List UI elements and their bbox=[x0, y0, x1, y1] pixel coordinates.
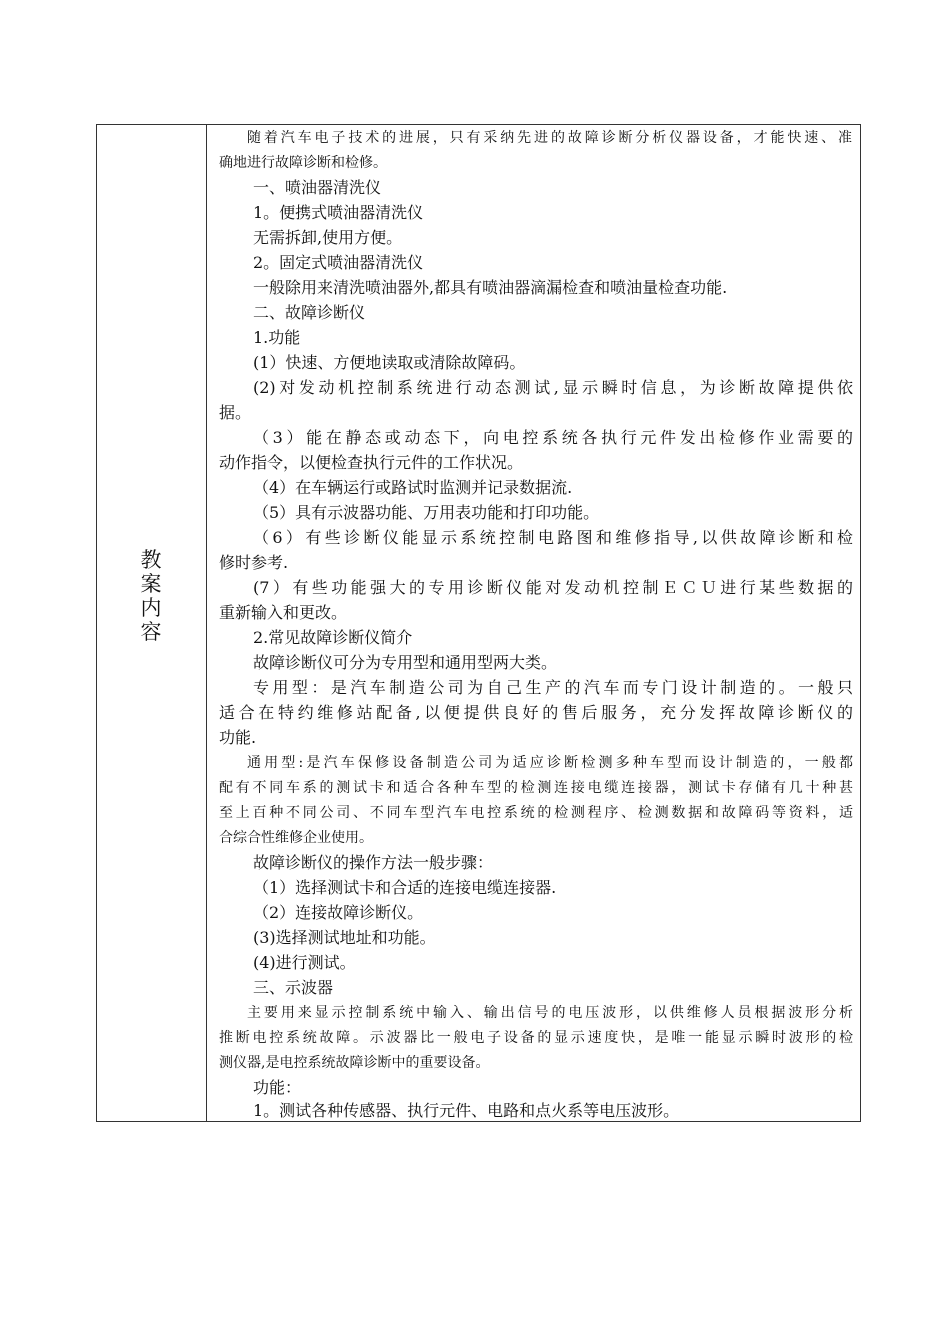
paragraph-line: 故障诊断仪可分为专用型和通用型两大类。 bbox=[253, 653, 558, 672]
list-item: (7）有些功能强大的专用诊断仪能对发动机控制ＥＣＵ进行某些数据的 bbox=[253, 578, 853, 597]
paragraph-line: 测仪器,是电控系统故障诊断中的重要设备。 bbox=[219, 1055, 490, 1071]
label-text: 教 案 内 容 bbox=[140, 548, 162, 644]
list-item: （5）具有示波器功能、万用表功能和打印功能。 bbox=[253, 503, 600, 522]
paragraph-line: 重新输入和更改。 bbox=[219, 603, 348, 622]
list-item: (1）快速、方便地读取或清除故障码。 bbox=[253, 353, 526, 372]
paragraph-line: 一般除用来清洗喷油器外,都具有喷油器滴漏检查和喷油量检查功能. bbox=[253, 278, 728, 297]
paragraph-line: 1。测试各种传感器、执行元件、电路和点火系等电压波形。 bbox=[253, 1101, 680, 1120]
paragraph-line: 适合在特约维修站配备,以便提供良好的售后服务，充分发挥故障诊断仪的 bbox=[219, 703, 853, 722]
paragraph-line: 至上百种不同公司、不同车型汽车电控系统的检测程序、检测数据和故障码等资料，适 bbox=[219, 805, 853, 821]
paragraph-line: 无需拆卸,使用方便。 bbox=[253, 228, 403, 247]
section-heading: 一、喷油器清洗仪 bbox=[253, 178, 382, 197]
content-cell bbox=[207, 125, 860, 1121]
paragraph-line: 动作指令，以便检查执行元件的工作状况。 bbox=[219, 453, 524, 472]
paragraph-line: 功能. bbox=[219, 728, 257, 747]
label-cell bbox=[97, 125, 207, 1121]
list-item: （2）连接故障诊断仪。 bbox=[253, 903, 424, 922]
subheading: 功能： bbox=[253, 1078, 302, 1097]
subheading: 2.常见故障诊断仪简介 bbox=[253, 628, 413, 647]
subheading: 1.功能 bbox=[253, 328, 301, 347]
list-item: （3）能在静态或动态下，向电控系统各执行元件发出检修作业需要的 bbox=[253, 428, 853, 447]
paragraph-line: 配有不同车系的测试卡和适合各种车型的检测连接电缆连接器，测试卡存储有几十种甚 bbox=[219, 780, 853, 796]
subheading: 1。便携式喷油器清洗仪 bbox=[253, 203, 424, 222]
paragraph-line: 修时参考. bbox=[219, 553, 289, 572]
list-item: （6）有些诊断仪能显示系统控制电路图和维修指导,以供故障诊断和检 bbox=[253, 528, 853, 547]
paragraph-line: 据。 bbox=[219, 403, 252, 422]
list-item: （1）选择测试卡和合适的连接电缆连接器. bbox=[253, 878, 557, 897]
paragraph-line: 通用型:是汽车保修设备制造公司为适应诊断检测多种车型而设计制造的，一般都 bbox=[247, 755, 853, 771]
list-item: (2)对发动机控制系统进行动态测试,显示瞬时信息，为诊断故障提供依 bbox=[253, 378, 853, 397]
paragraph-line: 合综合性维修企业使用。 bbox=[219, 830, 373, 846]
subheading: 2。固定式喷油器清洗仪 bbox=[253, 253, 424, 272]
paragraph-line: 随着汽车电子技术的进展，只有采纳先进的故障诊断分析仪器设备，才能快速、准 bbox=[247, 130, 852, 146]
list-item: (4)进行测试。 bbox=[253, 953, 356, 972]
paragraph-line: 确地进行故障诊断和检修。 bbox=[219, 155, 387, 171]
paragraph-line: 专用型：是汽车制造公司为自己生产的汽车而专门设计制造的。一般只 bbox=[253, 678, 853, 697]
list-item: (3)选择测试地址和功能。 bbox=[253, 928, 436, 947]
section-heading: 二、故障诊断仪 bbox=[253, 303, 366, 322]
paragraph-line: 故障诊断仪的操作方法一般步骤： bbox=[253, 853, 494, 872]
list-item: （4）在车辆运行或路试时监测并记录数据流. bbox=[253, 478, 573, 497]
section-heading: 三、示波器 bbox=[253, 978, 334, 997]
paragraph-line: 主要用来显示控制系统中输入、输出信号的电压波形，以供维修人员根据波形分析 bbox=[247, 1005, 853, 1021]
lesson-plan-table bbox=[96, 124, 861, 1122]
paragraph-line: 推断电控系统故障。示波器比一般电子设备的显示速度快，是唯一能显示瞬时波形的检 bbox=[219, 1030, 853, 1046]
